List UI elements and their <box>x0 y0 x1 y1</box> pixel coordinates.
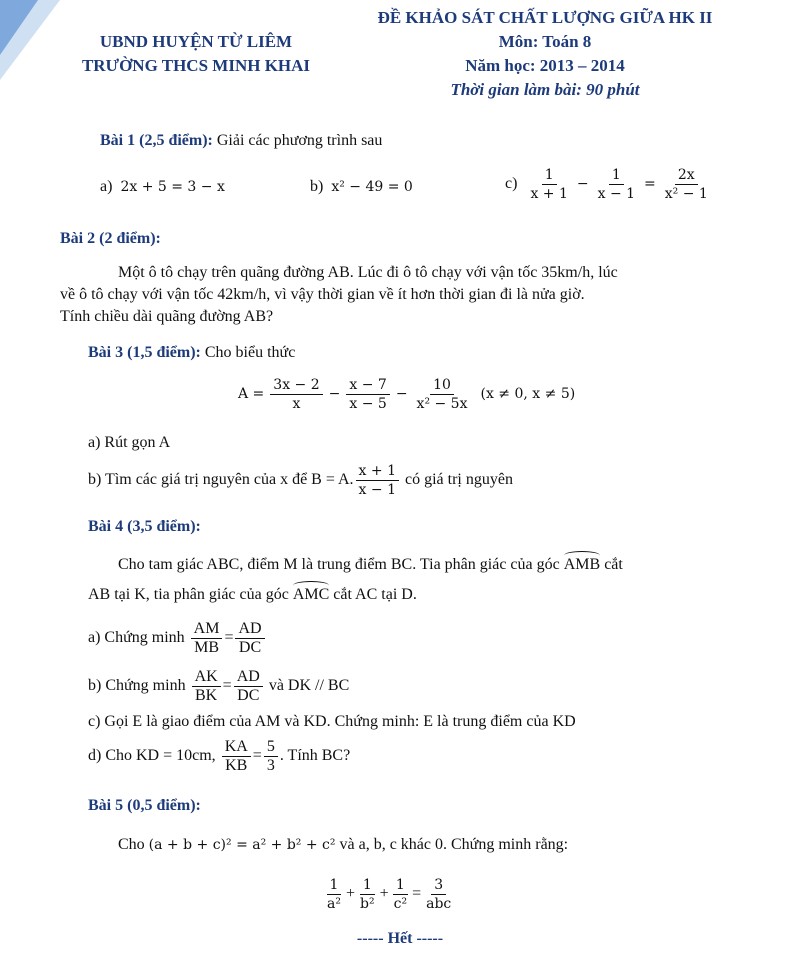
fraction: $\frac{x - 7}{x - 5}$ <box>346 376 389 413</box>
bai5-identity: $\frac{1}{\text{a²}}$ + $\frac{1}{\text{b²}}$ + $\frac{1}{\text{c²}}$ = $\frac{3}{\text{abc}}$ <box>322 876 456 913</box>
fraction: $\frac{AD}{DC}$ <box>235 620 264 657</box>
bai4-p2: AB tại K, tia phân giác của góc AMC cắt AC tại D. <box>88 586 417 603</box>
bai1-b: b) x² − 49 = 0 <box>310 178 413 195</box>
bai1-c: c) $\frac{1}{x + 1}$ − $\frac{1}{x - 1}$ = $\frac{2x}{\text{x² − 1}}$ <box>505 166 713 203</box>
bai4-a: a) Chứng minh $\frac{AM}{MB}$ = $\frac{AD}{DC}$ <box>88 620 267 657</box>
fraction: $\frac{1}{x - 1}$ <box>597 167 636 202</box>
fraction: $\frac{AD}{DC}$ <box>234 668 263 705</box>
fraction: $\frac{KA}{KB}$ <box>222 738 251 775</box>
fraction: $\frac{1}{\text{c²}}$ <box>393 877 408 912</box>
bai4-title: Bài 4 (3,5 điểm): <box>88 518 201 535</box>
school-header <box>56 30 336 78</box>
fraction: $\frac{1}{\text{a²}}$ <box>327 877 341 912</box>
bai4-b: b) Chứng minh $\frac{AK}{BK}$ = $\frac{AD}{DC}$ và DK // BC <box>88 668 350 704</box>
angle-amc: AMC <box>292 586 330 603</box>
fraction: $\frac{AM}{MB}$ <box>191 620 223 657</box>
end-marker: ----- Hết ----- <box>356 930 444 947</box>
bai3-expression: A = $\frac{3x - 2}{x}$ − $\frac{x - 7}{x - 5}$ − $\frac{10}{\text{x² − 5x}}$ (x ≠ 0, x ≠ 5) <box>238 377 576 412</box>
bai1-heading <box>100 132 382 150</box>
bai1-title: Bài 1 (2,5 điểm): <box>100 132 213 149</box>
fraction: $\frac{1}{\text{b²}}$ <box>360 877 375 912</box>
bai4-p1: Cho tam giác ABC, điểm M là trung điểm BC. Tia phân giác của góc AMB cắt <box>118 556 623 573</box>
bai3-a: a) Rút gọn A <box>88 434 171 451</box>
bai5-title: Bài 5 (0,5 điểm): <box>88 797 201 814</box>
bai1-a: a) 2x + 5 = 3 − x <box>100 178 225 195</box>
fraction: $\frac{3x - 2}{x}$ <box>270 376 322 413</box>
fraction: $\frac{x + 1}{x - 1}$ <box>356 462 399 499</box>
fraction: $\frac{2x}{\text{x² − 1}}$ <box>664 167 708 202</box>
bai2-problem: Một ô tô chạy trên quãng đường AB. Lúc đi ô tô chạy với vận tốc 35km/h, lúc về ô tô chạy với vận tốc 42km/h, vì vậy thời gian về ít hơn thời gian đi là nửa giờ. Tính chiều dài quãng đường AB? <box>60 264 618 325</box>
fraction: $\frac{AK}{BK}$ <box>192 668 221 705</box>
school-name: TRƯỜNG THCS MINH KHAI <box>81 56 311 75</box>
bai2-title: Bài 2 (2 điểm): <box>60 230 161 247</box>
fraction: $\frac{5}{3}$ <box>264 738 278 775</box>
corner-decoration <box>0 0 60 80</box>
exam-year: Năm học: 2013 – 2014 <box>465 56 625 75</box>
fraction: $\frac{10}{\text{x² − 5x}}$ <box>416 377 468 412</box>
bai1-text: Giải các phương trình sau <box>216 132 383 149</box>
district-name: UBND HUYỆN TỪ LIÊM <box>99 32 293 51</box>
exam-subject: Môn: Toán 8 <box>498 32 592 51</box>
bai4-c: c) Gọi E là giao điểm của AM và KD. Chứng minh: E là trung điểm của KD <box>88 713 576 730</box>
exam-time: Thời gian làm bài: 90 phút <box>450 80 640 99</box>
angle-amb: AMB <box>563 556 601 573</box>
bai4-d: d) Cho KD = 10cm, $\frac{KA}{KB}$ = $\frac{5}{3}$ . Tính BC? <box>88 738 351 774</box>
bai5-text: Cho (a + b + c)² = a² + b² + c² và a, b, c khác 0. Chứng minh rằng: <box>118 836 569 853</box>
exam-header <box>330 6 760 102</box>
bai3-heading: Bài 3 (1,5 điểm): Cho biểu thức <box>88 344 296 361</box>
fraction: $\frac{3}{\text{abc}}$ <box>426 877 452 912</box>
bai3-b: b) Tìm các giá trị nguyên của x để B = A. $\frac{x + 1}{x - 1}$ có giá trị nguyên <box>88 463 513 498</box>
exam-title: ĐỀ KHẢO SÁT CHẤT LƯỢNG GIỮA HK II <box>377 8 713 27</box>
fraction: $\frac{1}{x + 1}$ <box>530 167 568 202</box>
